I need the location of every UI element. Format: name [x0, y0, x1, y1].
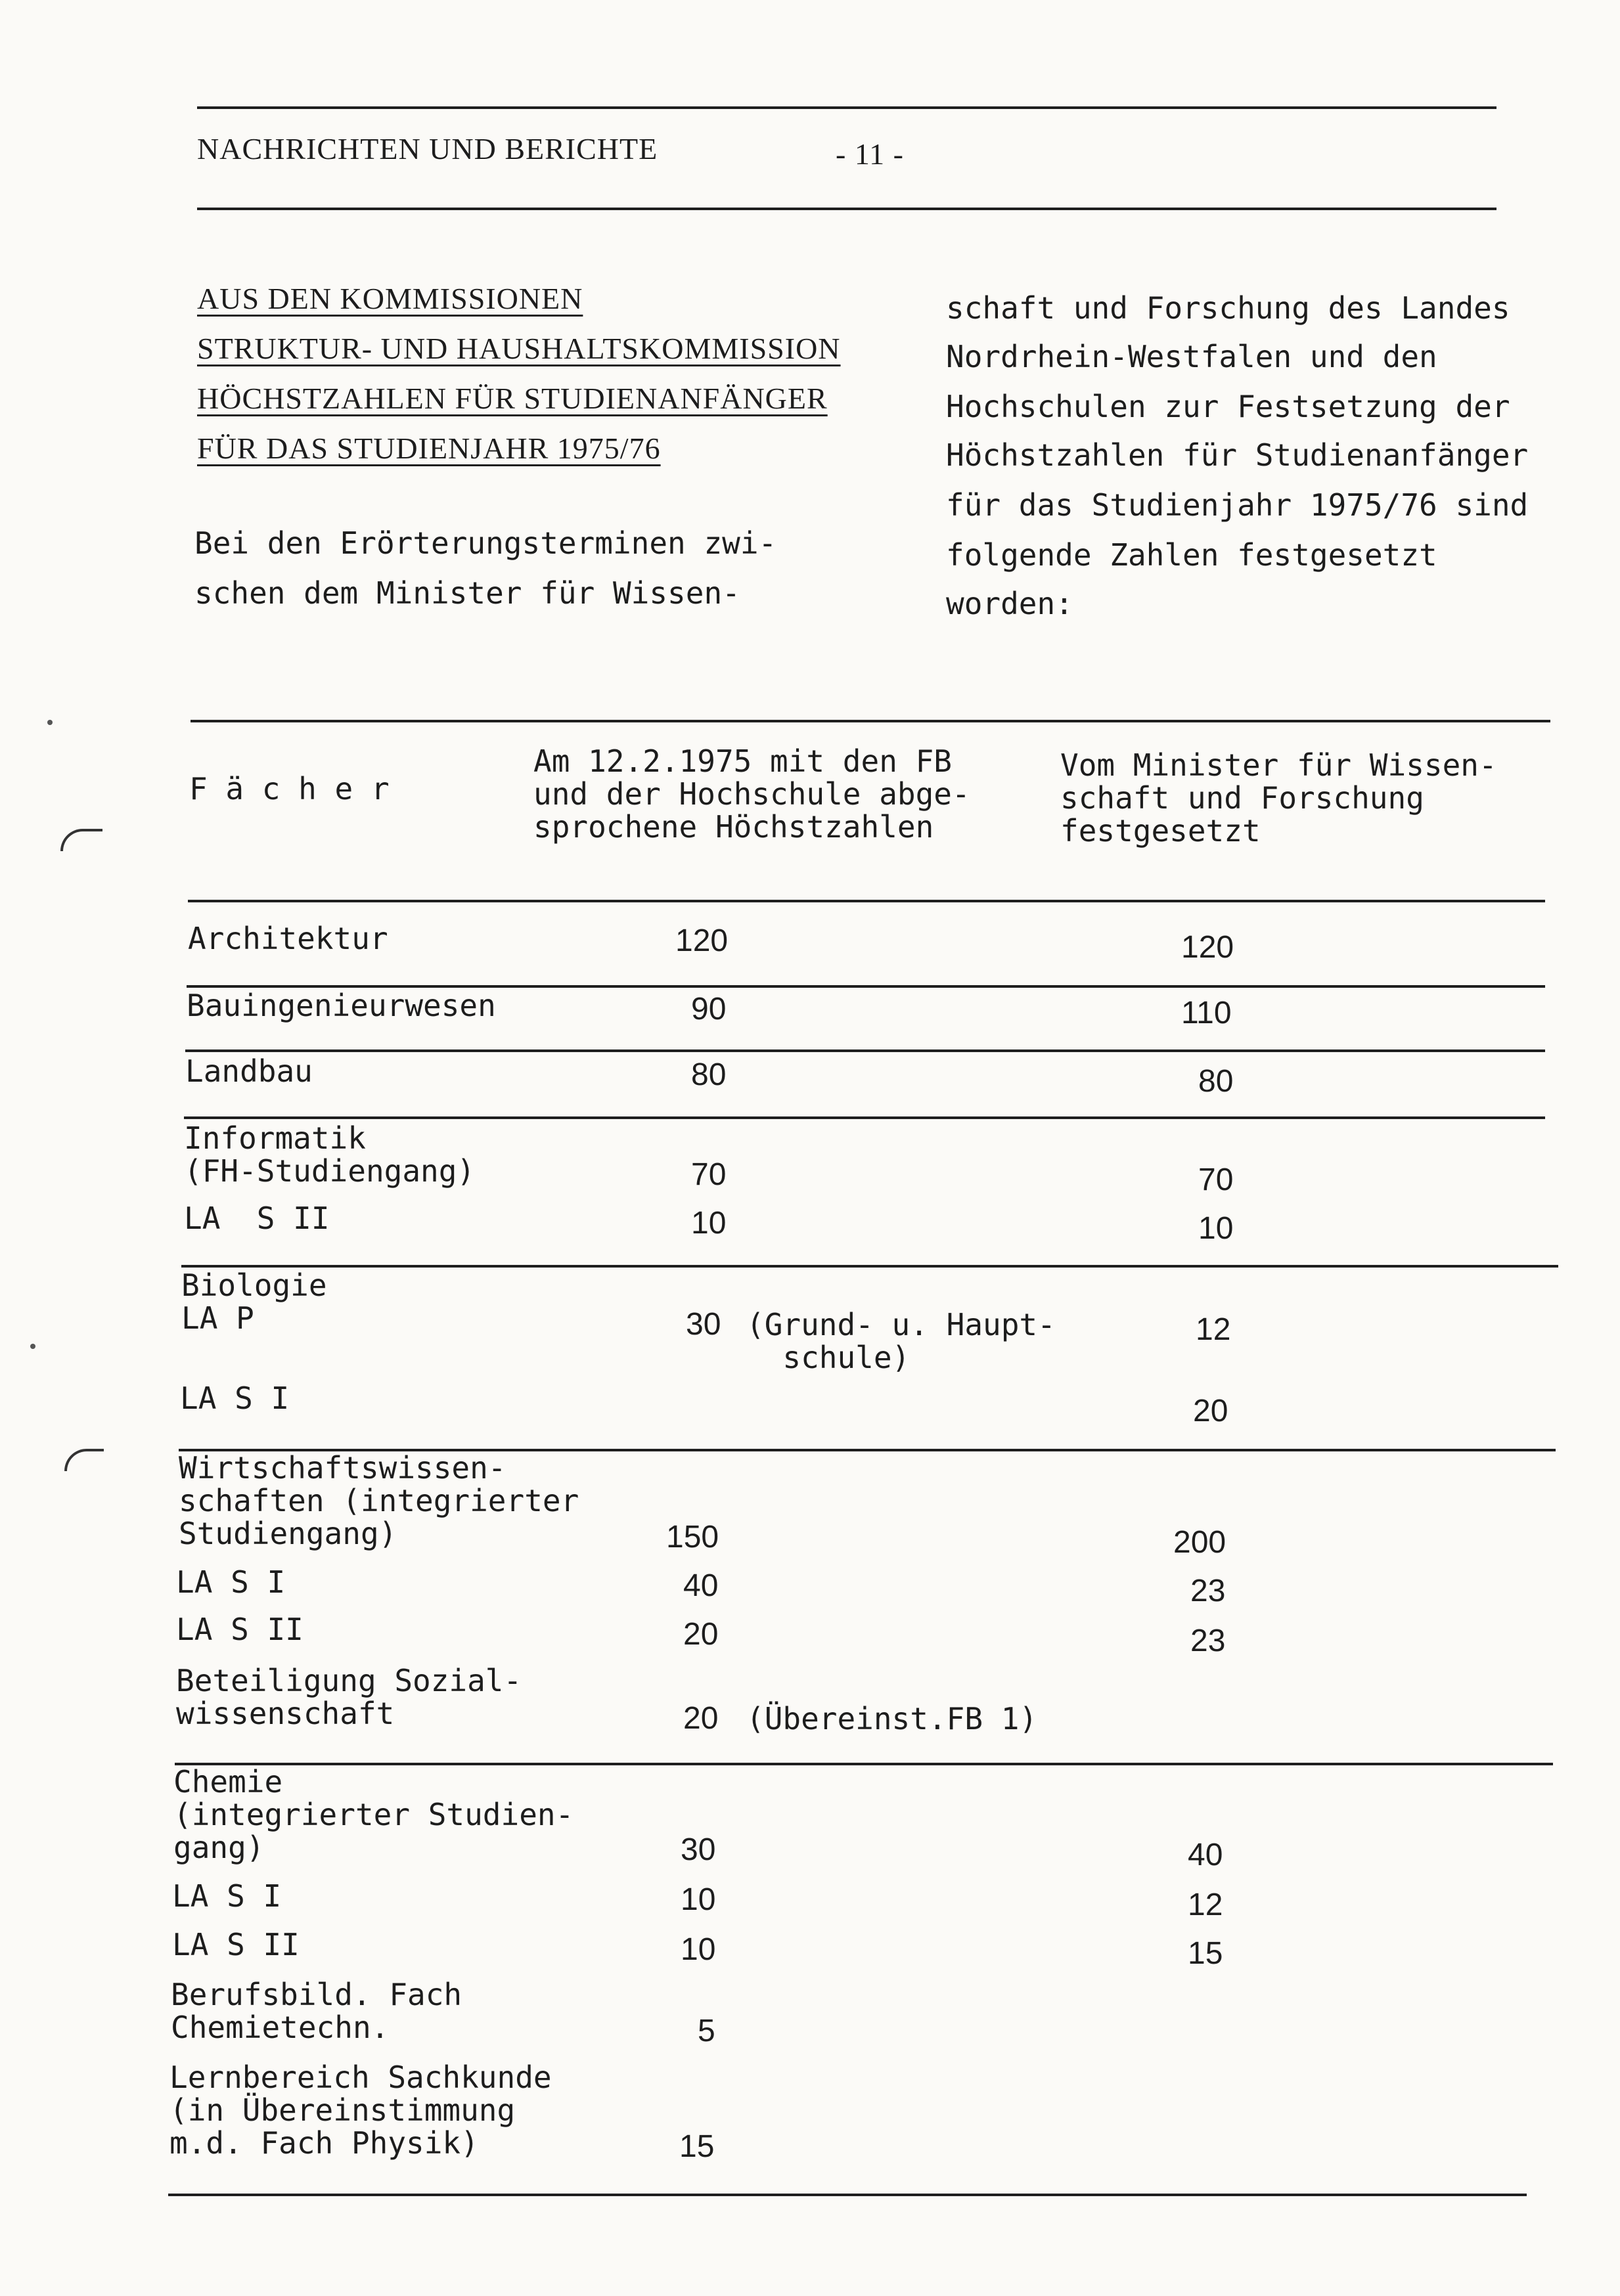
body-text-line: Nordrhein-Westfalen und den: [946, 339, 1437, 374]
table-row-label: LA S II: [176, 1612, 304, 1647]
note-line: schule): [782, 1340, 911, 1375]
table-cell-set: 23: [1190, 1623, 1226, 1658]
table-row-label: [181, 1269, 327, 1335]
column-header-line: sprochene Höchstzahlen: [533, 809, 934, 845]
table-row-label: [179, 1451, 579, 1550]
table-row-label: Landbau: [185, 1053, 313, 1089]
table-cell-agreed: 20: [683, 1701, 719, 1736]
section-title: NACHRICHTEN UND BERICHTE: [197, 132, 658, 166]
label-line: LA P: [181, 1300, 254, 1336]
table-cell-agreed: 10: [681, 1932, 716, 1967]
label-line: Chemietechn.: [171, 2010, 390, 2045]
label-line: Chemie: [173, 1764, 283, 1799]
table-row-label: [184, 1122, 475, 1187]
label-line: (integrierter Studien-: [173, 1797, 574, 1832]
page-number: - 11 -: [836, 137, 904, 171]
row-divider: [184, 1116, 1545, 1119]
body-text-line: worden:: [946, 586, 1073, 621]
table-cell-set: 110: [1181, 996, 1232, 1030]
column-header-line: Am 12.2.1975 mit den FB: [533, 743, 952, 779]
label-line: (FH-Studiengang): [184, 1153, 476, 1189]
column-header-line: festgesetzt: [1060, 813, 1261, 849]
table-cell-agreed: 30: [686, 1307, 721, 1342]
body-text-line: Hochschulen zur Festsetzung der: [946, 389, 1510, 424]
table-cell-agreed: 80: [691, 1057, 727, 1092]
label-line: m.d. Fach Physik): [169, 2125, 479, 2161]
table-row-label: Bauingenieurwesen: [187, 988, 496, 1023]
label-line: wissenschaft: [176, 1696, 395, 1731]
table-row-label: [176, 1664, 522, 1730]
table-cell-set: 40: [1188, 1838, 1223, 1872]
note-line: (Grund- u. Haupt-: [746, 1307, 1056, 1342]
table-row-label: Architektur: [188, 921, 388, 956]
column-header-set: [1060, 749, 1497, 847]
body-text-line: für das Studienjahr 1975/76 sind: [946, 487, 1529, 523]
table-cell-note: (Übereinst.FB 1): [746, 1701, 1038, 1736]
table-cell-set: 80: [1198, 1064, 1234, 1099]
table-cell-set: 23: [1190, 1574, 1226, 1608]
table-cell-agreed: 15: [679, 2129, 715, 2164]
body-text-line: Bei den Erörterungsterminen zwi-: [194, 525, 777, 561]
table-cell-agreed: 40: [683, 1568, 719, 1603]
body-text-line: schaft und Forschung des Landes: [946, 290, 1510, 326]
table-cell-agreed: 30: [681, 1832, 716, 1867]
column-header-line: schaft und Forschung: [1060, 780, 1424, 816]
table-cell-set: 200: [1173, 1525, 1226, 1560]
table-cell-agreed: 5: [698, 2014, 715, 2048]
label-line: gang): [173, 1830, 265, 1865]
table-row-label: LA S II: [184, 1201, 330, 1236]
body-text-line: folgende Zahlen festgesetzt: [946, 537, 1437, 573]
label-line: Studiengang): [179, 1516, 397, 1551]
body-text-line: schen dem Minister für Wissen-: [194, 575, 740, 611]
table-header-rule: [188, 900, 1545, 902]
row-divider: [185, 1049, 1545, 1052]
column-header-line: Vom Minister für Wissen-: [1060, 747, 1497, 783]
heading-line: AUS DEN KOMMISSIONEN: [197, 282, 583, 315]
column-header-line: und der Hochschule abge-: [533, 776, 970, 812]
column-header-subjects: F ä c h e r: [189, 771, 390, 806]
table-cell-note: [746, 1308, 1056, 1374]
scan-speck: [47, 720, 53, 725]
table-cell-set: 10: [1198, 1211, 1234, 1246]
table-cell-set: 12: [1188, 1888, 1223, 1922]
table-cell-agreed: 70: [691, 1157, 727, 1192]
table-row-label: [173, 1765, 574, 1864]
table-row-label: LA S I: [180, 1380, 290, 1416]
column-header-agreed: [533, 745, 970, 843]
table-cell-agreed: 10: [691, 1206, 727, 1241]
table-row-label: [171, 1978, 462, 2044]
label-line: Lernbereich Sachkunde: [169, 2060, 552, 2095]
scan-speck: [30, 1344, 35, 1349]
label-line: Informatik: [184, 1120, 366, 1156]
label-line: schaften (integrierter: [179, 1483, 579, 1518]
heading-line: HÖCHSTZAHLEN FÜR STUDIENANFÄNGER: [197, 382, 828, 415]
table-cell-set: 12: [1196, 1312, 1231, 1347]
table-row-label: LA S II: [172, 1927, 300, 1962]
heading-line: STRUKTUR- UND HAUSHALTSKOMMISSION: [197, 332, 841, 365]
table-row-label: [169, 2061, 552, 2159]
table-cell-agreed: 20: [683, 1617, 719, 1652]
table-top-rule: [191, 720, 1550, 722]
table-cell-set: 70: [1198, 1162, 1234, 1197]
table-row-label: LA S I: [176, 1564, 286, 1600]
heading-line: FÜR DAS STUDIENJAHR 1975/76: [197, 431, 661, 465]
table-cell-agreed: 150: [666, 1520, 719, 1555]
table-bottom-rule: [168, 2194, 1527, 2196]
row-divider: [181, 1265, 1558, 1268]
label-line: Beteiligung Sozial-: [176, 1663, 522, 1698]
table-cell-agreed: 120: [675, 923, 729, 958]
label-line: (in Übereinstimmung: [169, 2092, 516, 2128]
table-cell-agreed: 90: [691, 992, 727, 1027]
header-top-rule: [197, 106, 1496, 109]
label-line: Biologie: [181, 1268, 327, 1303]
punch-hole-edge: [60, 829, 102, 851]
table-row-label: LA S I: [172, 1878, 282, 1914]
header-bottom-rule: [197, 208, 1496, 210]
table-cell-set: 20: [1193, 1394, 1228, 1428]
table-cell-set: 120: [1181, 930, 1234, 965]
body-text-line: Höchstzahlen für Studienanfänger: [946, 437, 1529, 473]
label-line: Berufsbild. Fach: [171, 1977, 462, 2012]
table-cell-set: 15: [1188, 1936, 1223, 1971]
table-cell-agreed: 10: [681, 1882, 716, 1917]
punch-hole-edge: [64, 1449, 104, 1471]
label-line: Wirtschaftswissen-: [179, 1450, 506, 1486]
